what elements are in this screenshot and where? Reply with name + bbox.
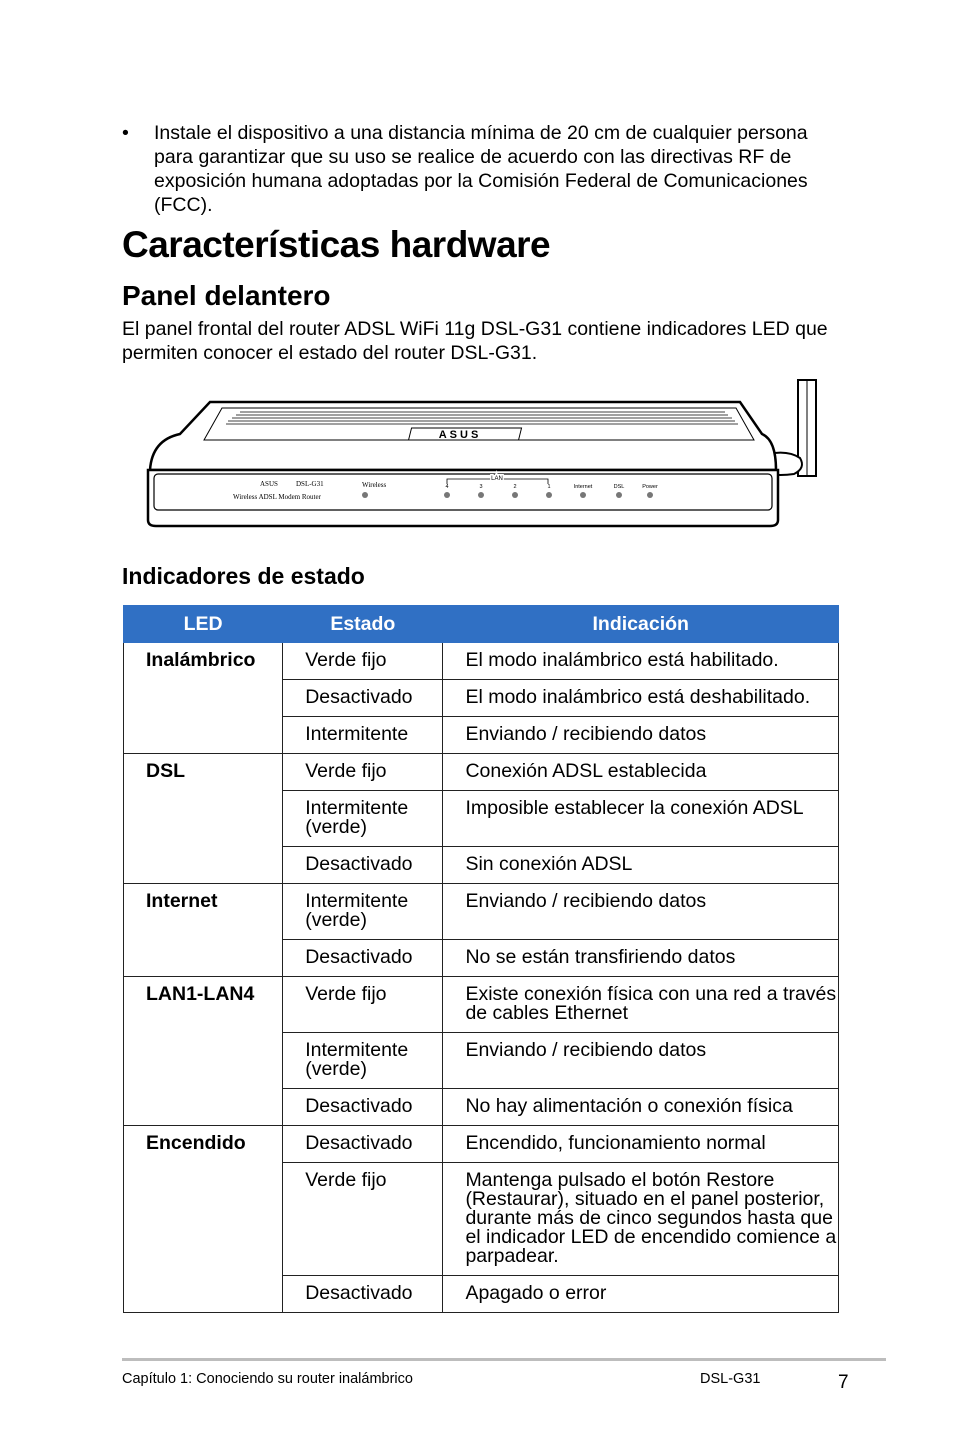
estado-cell: Desactivado [283,940,443,977]
led-name-cell: DSL [124,754,283,884]
header-indicacion: Indicación [443,606,839,643]
indicacion-cell: El modo inalámbrico está deshabilitado. [443,680,839,717]
dsl-label: DSL [613,484,625,490]
header-estado: Estado [283,606,443,643]
lan3-led [478,492,484,498]
dsl-led [616,492,622,498]
table-row [124,643,839,680]
brand-logo: ASUS [438,429,482,441]
indicacion-cell: No hay alimentación o conexión física [443,1089,839,1126]
wireless-led [362,492,368,498]
table-row [124,884,839,940]
page-number: 7 [838,1372,849,1393]
header-led: LED [124,606,283,643]
indicacion-cell: No se están transfiriendo datos [443,940,839,977]
estado-cell: Intermitente (verde) [283,791,443,847]
led-status-table [123,605,839,1313]
indicacion-cell: Imposible establecer la conexión ADSL [443,791,839,847]
power-led [647,492,653,498]
indicacion-cell: Encendido, funcionamiento normal [443,1126,839,1163]
footer-rule [122,1358,886,1361]
indicacion-cell: Enviando / recibiendo datos [443,1033,839,1089]
router-front-panel-illustration [140,378,830,528]
lan1-led [546,492,552,498]
front-caption: Wireless ADSL Modem Router [233,493,321,501]
front-brand: ASUS [260,480,278,488]
power-label: Power [642,484,658,490]
page-title: Características hardware [122,224,551,265]
bullet-text: Instale el dispositivo a una distancia mínima de 20 cm de cualquier persona para garantizar que su uso se realice de acuerdo con las directivas RF de exposición humana adoptadas por la Comisión Federal de Comunicaciones (FCC). [154,122,808,216]
lan-port-1: 1 [547,484,551,490]
estado-cell: Intermitente (verde) [283,1033,443,1089]
table-row [124,1126,839,1163]
estado-cell: Verde fijo [283,643,443,680]
indicacion-cell: Enviando / recibiendo datos [443,884,839,940]
indicacion-cell: Existe conexión física con una red a través de cables Ethernet [443,977,839,1033]
table-row [124,977,839,1033]
estado-cell: Intermitente [283,717,443,754]
lan4-led [444,492,450,498]
indicacion-cell: Enviando / recibiendo datos [443,717,839,754]
indicacion-cell: Mantenga pulsado el botón Restore (Restaurar), situado en el panel posterior, durante más de cinco segundos hasta que el indicador LED de encendido comience a parpadear. [443,1163,839,1276]
front-model: DSL-G31 [296,480,324,488]
estado-cell: Verde fijo [283,977,443,1033]
footer-model: DSL-G31 [700,1371,761,1387]
indicacion-cell: Sin conexión ADSL [443,847,839,884]
estado-cell: Desactivado [283,1126,443,1163]
lan-label: LAN [491,476,503,482]
table-row [124,754,839,791]
wireless-label: Wireless [362,481,387,489]
intro-paragraph: El panel frontal del router ADSL WiFi 11g DSL-G31 contiene indicadores LED que permiten conocer el estado del router DSL-G31. [122,318,828,364]
table-header-row [124,606,839,643]
led-name-cell: Internet [124,884,283,977]
indicacion-cell: El modo inalámbrico está habilitado. [443,643,839,680]
estado-cell: Desactivado [283,1089,443,1126]
estado-cell: Desactivado [283,1276,443,1313]
led-name-cell: Encendido [124,1126,283,1313]
bullet-marker: • [122,122,129,144]
indicacion-cell: Conexión ADSL establecida [443,754,839,791]
led-name-cell: Inalámbrico [124,643,283,754]
estado-cell: Intermitente (verde) [283,884,443,940]
led-name-cell: LAN1-LAN4 [124,977,283,1126]
estado-cell: Verde fijo [283,1163,443,1276]
estado-cell: Desactivado [283,847,443,884]
lan-port-2: 2 [513,484,517,490]
internet-label: Internet [573,484,593,490]
table-body [124,643,839,1313]
lan2-led [512,492,518,498]
lan-port-4: 4 [445,484,449,490]
estado-cell: Verde fijo [283,754,443,791]
status-heading: Indicadores de estado [122,563,365,589]
estado-cell: Desactivado [283,680,443,717]
section-title: Panel delantero [122,280,331,311]
bullet-item [122,121,842,217]
indicacion-cell: Apagado o error [443,1276,839,1313]
internet-led [580,492,586,498]
lan-port-3: 3 [479,484,483,490]
footer-chapter: Capítulo 1: Conociendo su router inalámbrico [122,1371,413,1387]
